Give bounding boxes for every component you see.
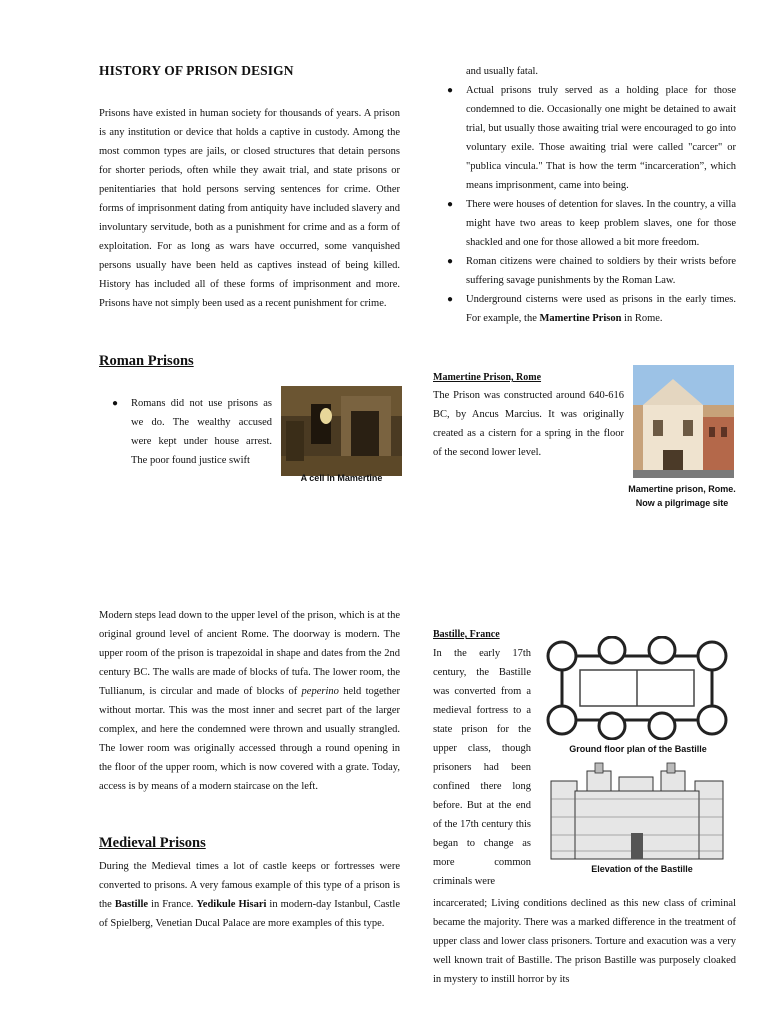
bastille-side-text: In the early 17th century, the Bastille was converted from a medieval fortress to a state prison for the upper class, though prisoners had been confined there long before. But at the end of the 17th century this began to change as more common criminals were [433, 648, 531, 887]
list-item: ● Roman citizens were chained to soldiers by their wrists before suffering savage punishments by the Roman Law. [466, 252, 736, 290]
mamertine-subheading: Mamertine Prison, Rome [433, 372, 542, 383]
list-item: ● There were houses of detention for slaves. In the country, a villa might have two areas to keep problem slaves, one for those shackled and one for those allowed a bit more freedom. [466, 195, 736, 252]
continuation-text: and usually fatal. [466, 66, 539, 77]
bullet-icon: ● [447, 256, 454, 267]
medieval-prisons-heading: Medieval Prisons [99, 835, 206, 851]
bastille-floor-plan [540, 636, 734, 740]
modern-steps-paragraph: Modern steps lead down to the upper level of the prison, which is at the original ground level of ancient Rome. The doorway is modern. The upper room of the prison is trapezoidal in shape and dates from the 2nd century BC. The walls are made of blocks of tufa. The lower room, the Tullianum, is circular and made of blocks of peperino held together without mortar. This was the most inner and secret part of the larger complex, and here the condemned were thrown and usually strangled. The lower room was originally accessed through a round opening in the floor of the upper room, which is now covered with a grate. Today, access is by means of a modern staircase on the left. [99, 610, 401, 792]
bullet-icon: ● [447, 199, 454, 210]
bullet-icon: ● [447, 85, 454, 96]
list-item: ● Romans did not use prisons as we do. The wealthy accused were kept under house arrest. The poor found justice swift [131, 394, 272, 470]
plan-caption: Ground floor plan of the Bastille [569, 744, 707, 754]
mamertine-text: The Prison was constructed around 640-616 BC, by Ancus Marcius. It was originally created as a cistern for a spring in the floor of the second lower level. [433, 390, 624, 458]
list-item: ● Actual prisons truly served as a holding place for those condemned to die. Occasionally one might be detained to await trial, but usually those awaiting trial were encouraged to go into voluntary exile. Those awaiting trial were called "carcer" or "publica vincula." That is how the term “incarceration”, which means imprisonment, came into being. [466, 81, 736, 195]
bastille-subheading: Bastille, France [433, 629, 500, 640]
mamertine-prison-photo [633, 365, 734, 478]
roman-prisons-heading: Roman Prisons [99, 353, 194, 369]
mamertine-photo-caption-1: Mamertine prison, Rome. [628, 484, 736, 494]
roman-facts-list [447, 81, 736, 328]
bullet-icon: ● [447, 294, 454, 305]
bastille-elevation [547, 759, 727, 860]
list-item: ● Underground cisterns were used as prisons in the early times. For example, the Mamertine Prison in Rome. [466, 290, 736, 328]
cell-photo-caption: A cell in Mamertine [300, 473, 383, 483]
bastille-text: incarcerated; Living conditions declined as this new class of criminal became the majority. There was a marked difference in the treatment of upper class and lower class prisoners. Torture and exacution was a very well known trait of Bastille. The prison Bastille was purposely cloaked in mystery to instill horror by its [433, 898, 736, 985]
elevation-caption: Elevation of the Bastille [591, 864, 693, 874]
mamertine-cell-photo [281, 386, 402, 476]
page-title: HISTORY OF PRISON DESIGN [99, 63, 294, 78]
medieval-paragraph: During the Medieval times a lot of castle keeps or fortresses were converted to prisons. A very famous example of this type of a prison is the Bastille in France. Yedikule Hisari in modern-day Istanbul, Castle of Spielberg, Venetian Ducal Palace are more examples of this type. [99, 861, 400, 929]
roman-bullet-list [112, 394, 272, 470]
bullet-icon: ● [112, 398, 119, 409]
intro-paragraph: Prisons have existed in human society for thousands of years. A prison is any institution or device that holds a captive in custody. Among the most common types are jails, or closed structures that detain persons for shorter periods, often while they await trial, and state prisons or penitentiaries that hold persons serving sentences for crime. Other forms of imprisonment dating from antiquity have included slavery and involuntary servitude, both as a punishment for crime and as a form of exploitation. For as long as wars have occurred, some vanquished persons usually have been held as captives instead of being killed. History has included all of these forms of imprisonment and more. Prisons have not simply been used as a recent punishment for crime. [99, 108, 400, 309]
mamertine-photo-caption-2: Now a pilgrimage site [635, 498, 729, 508]
mamertine-prison-bold: Mamertine Prison [539, 313, 622, 324]
